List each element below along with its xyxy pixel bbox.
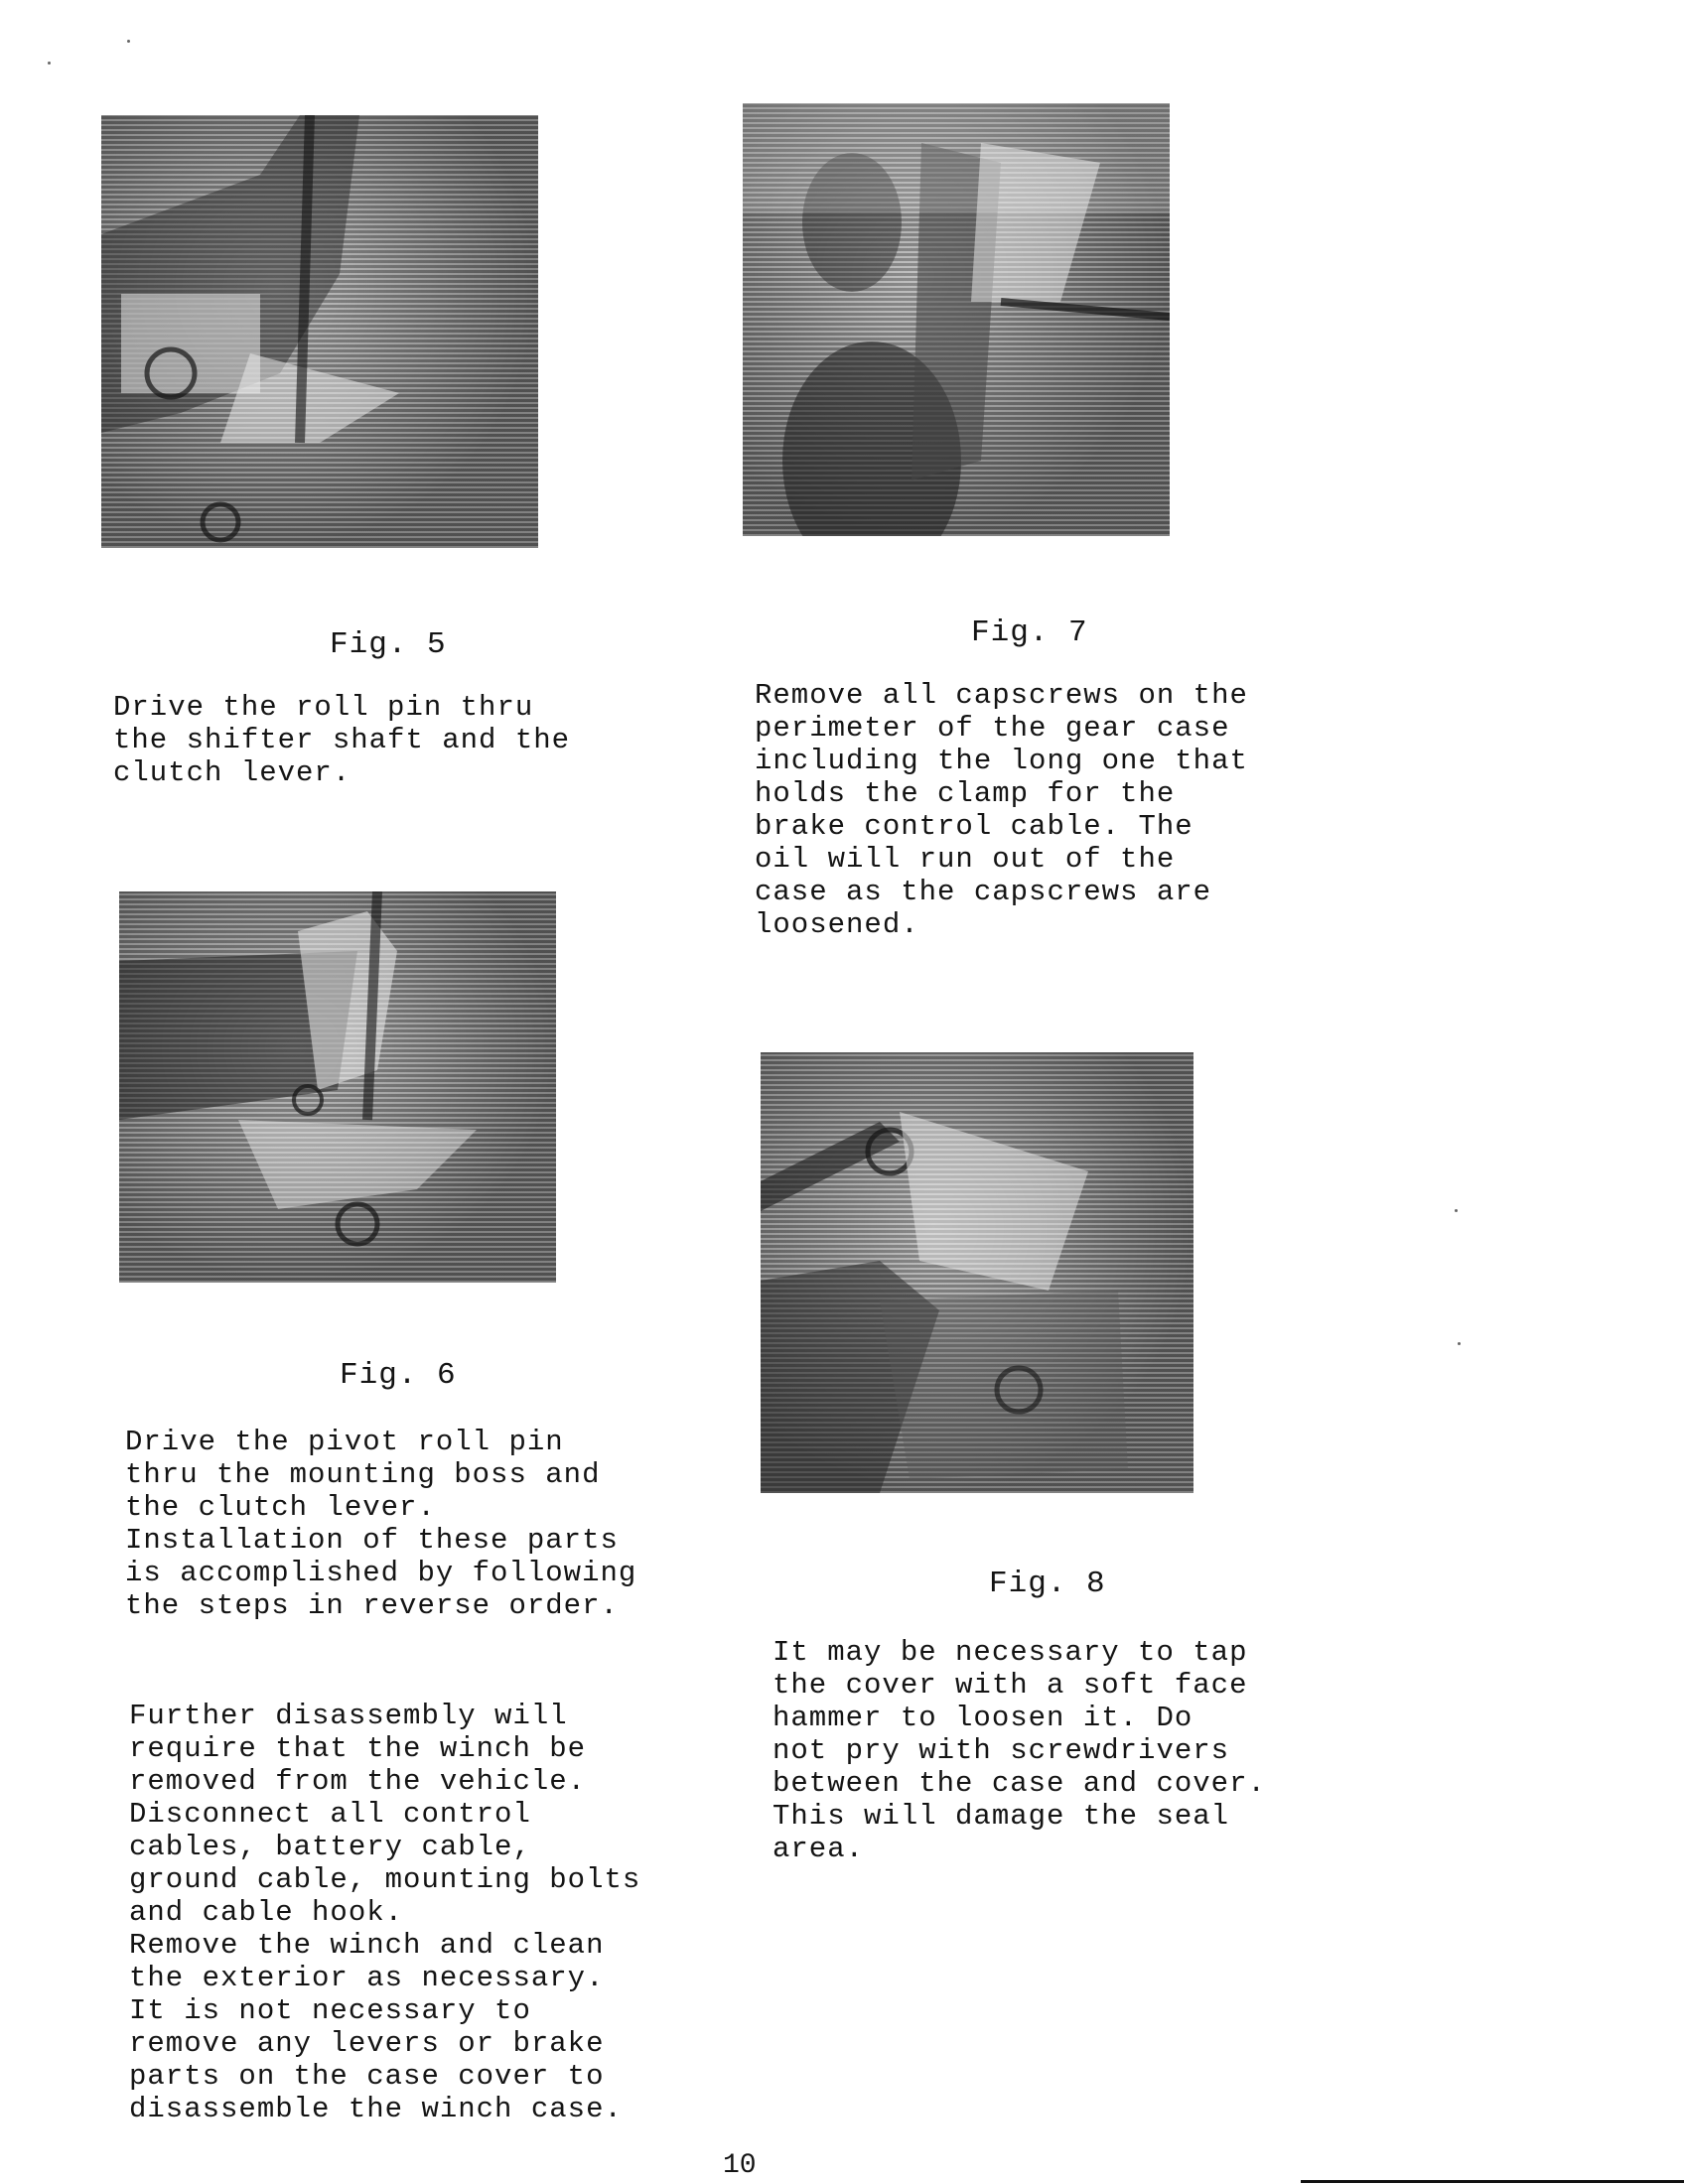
fig5-photo: [101, 115, 538, 548]
fig7-caption: Fig. 7: [971, 615, 1088, 650]
bottom-rule: [1301, 2180, 1684, 2183]
fig8-photo: [761, 1052, 1193, 1493]
fig7-photo: [743, 103, 1170, 536]
fig8-description: It may be necessary to tap the cover with a soft face hammer to loosen it. Do not pry with screwdrivers between the case and cover. This will damage the seal area.: [772, 1636, 1266, 1865]
page-number: 10: [723, 2150, 757, 2181]
fig8-caption: Fig. 8: [989, 1567, 1106, 1601]
fig5-description: Drive the roll pin thru the shifter shaft and the clutch lever.: [113, 691, 571, 789]
fig5-caption: Fig. 5: [330, 627, 447, 662]
scan-speck: [127, 40, 130, 43]
fig6-photo: [119, 891, 556, 1283]
scan-speck: [1455, 1209, 1458, 1212]
scan-speck: [48, 62, 51, 65]
fig6-description: Drive the pivot roll pin thru the mounting boss and the clutch lever. Installation of these parts is accomplished by following the steps in reverse order.: [125, 1426, 637, 1622]
scan-speck: [1458, 1342, 1461, 1345]
fig6-caption: Fig. 6: [340, 1358, 457, 1393]
fig7-description: Remove all capscrews on the perimeter of the gear case including the long one that holds the clamp for the brake control cable. The oil will run out of the case as the capscrews are loosened.: [755, 679, 1248, 941]
disassembly-instructions: Further disassembly will require that the winch be removed from the vehicle. Disconnect all control cables, battery cable, ground cable, mounting bolts and cable hook. Remove the winch and clean the exterior as necessary. It is not necessary to remove any levers or brake parts on the case cover to disassemble the winch case.: [129, 1700, 641, 2125]
